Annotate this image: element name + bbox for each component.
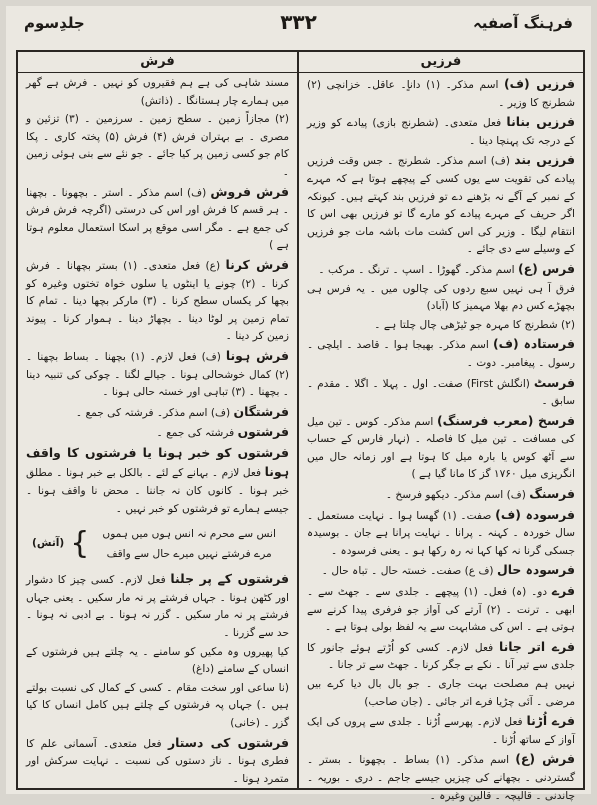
entry-definition: فعل متعدی۔ (شطرنج بازی) پیادے کو وزیر کے درجہ تک پہنچا دینا ۔	[307, 117, 575, 147]
right-column	[299, 52, 583, 802]
entry-headword: فرسخ (معرب فرسنگ)	[436, 412, 575, 428]
entry-definition: (۲) مجازاً زمین ۔ سطح زمین ۔ سرزمین ۔ (۳) تزئین و مصری ۔ بے بہتران فرش (۴) فرش (۵) پختہ کاری ۔ پکا کام جو کسی زمین پر کیا جائے ۔ جو نئے سے بنی ہوئی زمین ۔	[26, 113, 289, 178]
brace-glyph: }	[70, 526, 90, 562]
entry-definition: صفت۔ (۱) گھسا ہوا ۔ نہایت مستعمل ۔ سال خوردہ ۔ کہنہ ۔ پرانا ۔ نہایت پرانا ہے جان ۔ بوسیدہ جسکی گرنا نہ کھا کہا نہ رہ رکھا ہو ۔ یعنی فرسودہ ۔	[307, 509, 575, 557]
left-entries-group	[26, 75, 289, 518]
entry-definition: (ف ع) صفت۔ خستہ حال ۔ تباہ حال ۔	[321, 565, 494, 578]
dictionary-entry	[307, 335, 575, 372]
entry-headword: فرشتوں کی دستار	[167, 734, 289, 750]
entry-definition: (ف) اسم مذکر۔ شطرنج ۔ جس وقت فرزیں پیادے کی تقویت سے یوں کسی کے پیچھے ہوتا ہے کہ مہرے کے نمبر کے آگے نہ بڑھنے دے تو فرزیں بند کہتے ہیں۔ کیونکہ اگر حریف کے مہرے پیادے کو مارے گا تو فرزیں بھی اس کا انتقام لیگا ۔ وزیر کی اس کشت مات باشہ مات جو فرزیں کے وسیلے سے دی جائے ۔	[307, 155, 575, 256]
entry-headword: فرسودہ حال	[496, 562, 575, 578]
dictionary-entry	[307, 317, 575, 335]
dictionary-entry	[26, 644, 289, 679]
left-column-body	[18, 73, 297, 788]
entry-headword: فرسودہ (ف)	[495, 506, 575, 522]
entry-definition: فعل متعدی۔ آسمانی علم کا فطری ہونا ۔ ناز دستوں کی نسبت ۔ نہایت سرکش اور متمرد ہونا ۔	[26, 737, 289, 785]
entry-definition: اسم مذکر۔ (۱) بساط ۔ بچھونا ۔ بستر ۔ گستردنی ۔ بچھانے کی چیزیں جیسے جاجم ۔ دری ۔ بوریہ ۔ چاندنی ۔ قالیچہ ۔ قالین وغیرہ ۔	[307, 754, 575, 802]
entry-definition: فرشتہ کی جمع ۔	[156, 427, 235, 440]
entry-headword: فرشتگان	[233, 403, 289, 419]
verse-line: انس سے محرم نہ انس ہوں میں ہموں	[102, 528, 276, 541]
entry-headword: فرشتوں کے پر جلنا	[170, 571, 290, 587]
entry-headword: فرش (ع)	[515, 751, 575, 767]
entry-definition: کیا پھیروں وہ مکیں کو سامنے ۔ یہ چلتے ہیں فرشتوں کے انساں کے سامنے (داغ)	[26, 645, 289, 676]
left-column-heading: فرش	[18, 52, 297, 73]
book-title: فرہنگ آصفیہ	[473, 14, 573, 32]
entry-headword: فرسٹ	[533, 374, 575, 390]
entry-headword: فرزیں بنانا	[506, 114, 575, 130]
dictionary-entry	[26, 570, 289, 642]
dictionary-entry	[307, 260, 575, 280]
entry-headword: فرزیں بند	[514, 152, 575, 168]
entry-definition: نہیں ہم مصلحت بہت جاری ۔ جو بال بال دیا کرے بیں مرضی ۔ آئی چڑیا فرے اتر جائی ۔ (جان صاحب)	[307, 678, 575, 708]
entry-definition: اسم مذکر۔ گھوڑا ۔ اسپ ۔ ترنگ ۔ مرکب ۔	[318, 263, 515, 276]
dictionary-entry	[307, 638, 575, 675]
entry-definition: اسم مذکر۔ (۱) داناٍ۔ عاقل۔ خزانچی (۲) شطرنج کا وزیر ۔	[307, 79, 575, 109]
dictionary-entry	[307, 75, 575, 112]
dictionary-entry	[307, 412, 575, 484]
left-entries-group	[26, 570, 289, 788]
left-column	[18, 52, 297, 788]
entry-definition: فعل لازم۔ کسی کو اُڑتے ہوئے جانور کا جلدی سے تیر آنا ۔ نکے بے جگر کرنا ۔ جھٹ سے تر جانا ۔	[307, 641, 575, 672]
page-header	[6, 6, 591, 48]
dictionary-entry	[307, 561, 575, 581]
dictionary-entry	[26, 444, 289, 518]
entry-definition: (انگلش First) صفت۔ اول ۔ پہلا ۔ اگلا ۔ مقدم ۔ سابق ۔	[307, 377, 575, 408]
entry-headword: فرستادہ (ف)	[492, 336, 575, 352]
entry-headword: فرشتوں کو خبر ہونا یا فرشتوں کا واقف ہونا	[26, 444, 289, 480]
entry-definition: (ف) فعل لازم۔ (۱) بچھنا ۔ بساط بچھنا ۔ (۲) کمال خوشحالی ہونا ۔ جیالے لگنا ۔ چوکی کی تنبیہ دینا ۔ بچھنا ۔ (۳) تباہی اور خستہ حالی ہونا ۔	[26, 350, 289, 399]
dictionary-entry	[26, 183, 289, 255]
entry-definition: فعل لازم۔ کسی چیز کا دشوار اور کٹھن ہونا ۔ جہاں فرشتے پر نہ مار سکیں ۔ یعنی جہاں فرشتے پر نہ مار سکیں ۔ گزر نہ ہونا ۔ بے ادبی نہ ہونا ۔ حد سے گزرنا ۔	[26, 574, 289, 640]
dictionary-entry	[307, 374, 575, 411]
entry-definition: فعل لازم ۔ بہانے کے لئے ۔ بالکل بے خبر ہونا ۔ مطلق خبر ہونا ۔ کانوں کان نہ جاننا ۔ محض نا واقف ہونا ۔ جیسے ہمارے تو فرشتوں کو خبر نہیں ۔	[26, 467, 289, 515]
dictionary-entry	[26, 75, 289, 110]
entry-definition: دو۔ (ہ) فعل۔ (۱) پیچھے ۔ جلدی سے ۔ جھٹ سے ۔ ابھی ۔ ترنت ۔ (۲) آرتے کی آواز جو فرفری پیدا کرنے سے ہوتی ہے ۔ اس کی مشابہت سے یہ لفظ بولی ہوتا ہے ۔	[307, 586, 575, 634]
dictionary-page	[6, 6, 591, 802]
right-column-heading: فرزیں	[299, 52, 583, 73]
entry-definition: مسند شاہی کی ہے ہم فقیروں کو نہیں ۔ فرش ہے گھر میں ہمارے چار ہستانگا ۔ (ذاتش)	[26, 77, 289, 107]
dictionary-entry	[307, 506, 575, 561]
verse-block	[26, 524, 289, 564]
dictionary-entry	[26, 256, 289, 346]
dictionary-entry	[307, 485, 575, 505]
entry-headword: فرے اُڑنا	[526, 713, 575, 729]
page-frame	[16, 50, 585, 802]
page-number: ۳۳۲	[280, 10, 317, 34]
entry-headword: فرشتوں	[237, 424, 289, 440]
dictionary-entry	[26, 111, 289, 181]
entry-headword: فرے اتر جانا	[498, 638, 575, 654]
verse-line: مرے فرشتے نہیں میرے حال سے واقف	[106, 548, 272, 561]
entry-headword: فرش ہونا	[225, 347, 289, 363]
dictionary-entry	[26, 347, 289, 402]
verse-lines	[95, 524, 283, 564]
dictionary-entry	[307, 151, 575, 259]
entry-headword: فرسنگ	[529, 486, 575, 502]
entry-definition: اسم مذکر۔ بھیجا ہوا ۔ قاصد ۔ ایلچی ۔ رسول ۔ پیغامبر۔ دوت ۔	[307, 339, 575, 369]
dictionary-entry	[307, 712, 575, 749]
entry-definition: (ف) اسم مذکر۔ فرشتہ کی جمع ۔	[75, 406, 231, 419]
dictionary-entry	[307, 113, 575, 150]
volume-label: جلدِسوم	[24, 14, 85, 32]
dictionary-entry	[307, 676, 575, 711]
entry-headword: فرس (ع)	[517, 260, 575, 276]
dictionary-entry	[307, 281, 575, 316]
entry-headword: فرش کرنا	[225, 256, 290, 272]
dictionary-entry	[26, 423, 289, 443]
entry-headword: فرے	[551, 583, 576, 599]
entry-definition: (ف) اسم مذکر۔ دیکھو فرسخ ۔	[385, 489, 526, 502]
dictionary-entry	[26, 680, 289, 733]
entry-headword: فرش فروش	[210, 183, 289, 199]
entry-definition: (۲) شطرنج کا مہرہ جو ٹیڑھی چال چلتا ہے ۔	[374, 318, 575, 331]
entry-definition: (ع) فعل متعدی۔ (۱) بستر بچھانا ۔ فرش کرنا ۔ (۲) چونے یا اینٹوں یا سلوں خواہ تختوں وغیرہ کو بچھا کر یکساں سطح کرنا ۔ (۳) مارکر بچھا دینا ۔ تمام کا تمام زمین پر لوٹا دینا ۔ بچھاڑ دینا ۔ ہموار کرنا ۔ پیوند زمین کر دینا ۔	[26, 259, 289, 343]
entry-definition: فعل لازم۔ پھرسے اُڑنا ۔ جلدی سے پروں کی ایک آواز کے ساتھ اُڑنا ۔	[307, 716, 575, 746]
right-column-body	[299, 73, 583, 805]
entry-definition: (ف) اسم مذکر ۔ استر ۔ بچھونا ۔ بچھنا ۔ ہر قسم کا فرش اور اس کی درستی (اگرچہ فرش فرش کی جمع ہے ۔ مگر اسی موقع پر اسکا استعمال معلوم ہوتا ہے )	[26, 186, 289, 252]
entry-definition: فرق آ ہی نہیں سبع ردوں کی چالوں میں ۔ یہ فرس ہی بچھڑے کس دم بھلا مہمیز کا (آباد)	[307, 282, 575, 313]
entry-headword: فرزیں (ف)	[504, 76, 575, 91]
dictionary-entry	[307, 582, 575, 637]
dictionary-entry	[26, 734, 289, 789]
entry-definition: (نا ساعی اور سخت مقام ۔ کسی کے کمال کی نسبت بولتے ہیں ۔) جہاں پہ فرشتوں کے چلتے ہیں کامل انساں کا کیا گزر ۔ (خانی)	[26, 681, 289, 729]
dictionary-entry	[307, 750, 575, 805]
poet-name: (آتش)	[32, 537, 65, 550]
entry-definition: اسم مذکر۔ کوس ۔ تین میل کی مسافت ۔ تین میل کا فاصلہ ۔ (نہار فارس کے حساب سے آٹھ کوس یا بارہ میل کا ہوتا ہے اور زمانہ حال میں انگریزی میل ۱۷۶۰ گز کا مانا گیا ہے )	[307, 415, 575, 481]
dictionary-entry	[26, 403, 289, 423]
